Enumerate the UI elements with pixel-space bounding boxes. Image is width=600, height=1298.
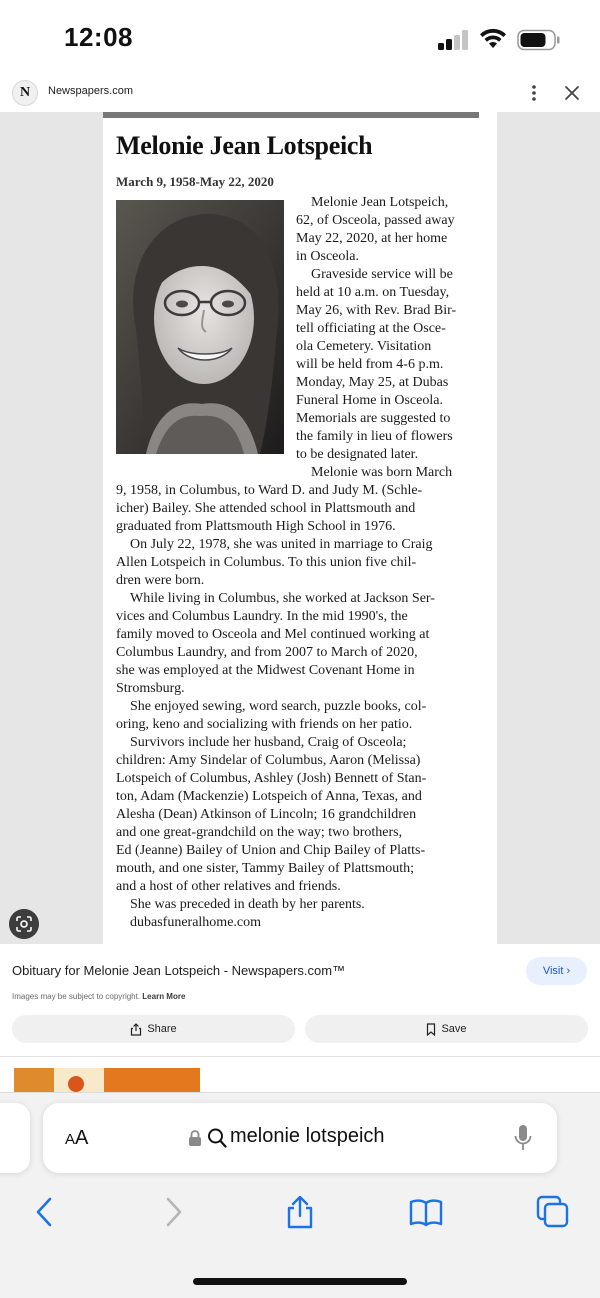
obituary-line: Survivors include her husband, Craig of Osceola;	[130, 735, 407, 750]
obituary-line: Ed (Jeanne) Bailey of Union and Chip Bailey of Platts-	[116, 843, 426, 858]
obituary-line: 9, 1958, in Columbus, to Ward D. and Judy M. (Schle-	[116, 483, 423, 498]
obituary-line: ton, Adam (Mackenzie) Lotspeich of Anna, Texas, and	[116, 789, 422, 804]
obituary-line: Alesha (Dean) Atkinson of Lincoln; 16 grandchildren	[116, 807, 417, 822]
visit-label: Visit	[542, 965, 564, 977]
related-thumbnail[interactable]	[14, 1068, 200, 1094]
obituary-line: oring, keno and socializing with friends on her patio.	[116, 717, 413, 732]
image-viewer[interactable]	[0, 112, 600, 944]
obituary-line: 62, of Osceola, passed away	[296, 213, 455, 228]
obituary-line: dubasfuneralhome.com	[130, 915, 262, 930]
address-bar-area	[0, 1092, 600, 1180]
obituary-dates: March 9, 1958-May 22, 2020	[116, 174, 274, 189]
share-label: Share	[147, 1023, 177, 1035]
save-button[interactable]	[305, 1015, 588, 1043]
obituary-title: Melonie Jean Lotspeich	[116, 131, 373, 160]
obituary-line: Melonie was born March	[311, 465, 453, 480]
close-icon[interactable]	[560, 80, 584, 106]
microphone-icon[interactable]	[512, 1123, 534, 1153]
result-title[interactable]: Obituary for Melonie Jean Lotspeich - Newspapers.com™	[12, 963, 346, 978]
lock-icon	[188, 1129, 202, 1147]
obituary-line: Funeral Home in Osceola.	[296, 393, 443, 408]
obituary-line: mouth, and one sister, Tammy Bailey of Plattsmouth;	[116, 861, 415, 876]
obituary-line: and a host of other relatives and friends.	[116, 879, 341, 894]
obituary-line: graduated from Plattsmouth High School in 1976.	[116, 519, 396, 534]
obituary-line: will be held from 4-6 p.m.	[296, 357, 444, 372]
copyright-note	[12, 992, 185, 1001]
source-name[interactable]: Newspapers.com	[48, 85, 133, 97]
obituary-line: she was employed at the Midwest Covenant Home in	[116, 663, 415, 678]
back-icon[interactable]	[26, 1194, 62, 1230]
obituary-line: to be designated later.	[296, 447, 419, 462]
kebab-icon[interactable]	[522, 80, 546, 106]
obituary-line: On July 22, 1978, she was united in marriage to Craig	[130, 537, 433, 552]
obituary-line: ola Cemetery. Visitation	[296, 339, 432, 354]
bottom-toolbar	[0, 1180, 600, 1298]
status-bar	[0, 0, 600, 76]
home-indicator	[193, 1278, 407, 1285]
obituary-line: Melonie Jean Lotspeich,	[311, 195, 449, 210]
bookmarks-icon[interactable]	[408, 1194, 444, 1230]
obituary-line: children: Amy Sindelar of Columbus, Aaron (Melissa)	[116, 753, 421, 768]
obituary-line: May 22, 2020, at her home	[296, 231, 448, 246]
obituary-line: May 26, with Rev. Brad Bir-	[296, 303, 457, 318]
divider	[0, 1056, 600, 1057]
bookmark-icon	[426, 1023, 436, 1036]
tabs-icon[interactable]	[535, 1194, 571, 1230]
copyright-text: Images may be subject to copyright.	[12, 992, 141, 1001]
obituary-line: Lotspeich of Columbus, Ashley (Josh) Bennett of Stan-	[116, 771, 427, 786]
obituary-line: dren were born.	[116, 573, 205, 588]
obituary-line: the family in lieu of flowers	[296, 429, 453, 444]
obituary-line: held at 10 a.m. on Tuesday,	[296, 285, 450, 300]
save-label: Save	[441, 1023, 467, 1035]
address-text[interactable]: melonie lotspeich	[230, 1125, 385, 1147]
search-icon	[207, 1127, 227, 1149]
battery-icon	[517, 29, 561, 51]
share-button[interactable]	[12, 1015, 295, 1043]
obituary-line: She enjoyed sewing, word search, puzzle books, col-	[130, 699, 427, 714]
obituary-line: Memorials are suggested to	[296, 411, 451, 426]
newspapers-logo: N	[12, 80, 38, 106]
share-toolbar-icon[interactable]	[282, 1194, 318, 1230]
share-icon	[130, 1023, 142, 1036]
obituary-line: Allen Lotspeich in Columbus. To this union five chil-	[116, 555, 417, 570]
visit-button[interactable]	[526, 957, 587, 985]
obituary-line: family moved to Osceola and Mel continued working at	[116, 627, 430, 642]
signal-icon	[438, 30, 470, 50]
obituary-line: Monday, May 25, at Dubas	[296, 375, 449, 390]
obituary-line: in Osceola.	[296, 249, 359, 264]
obituary-line: Stromsburg.	[116, 681, 185, 696]
obituary-line: tell officiating at the Osce-	[296, 321, 446, 336]
aa-large-letter: A	[75, 1127, 89, 1149]
obituary-line: Graveside service will be	[311, 267, 453, 282]
obituary-text	[116, 112, 480, 944]
status-time: 12:08	[64, 22, 133, 52]
chevron-right-icon: ›	[566, 965, 571, 977]
obituary-clipping	[103, 112, 497, 944]
source-header	[0, 76, 600, 112]
obituary-line: Columbus Laundry, and from 2007 to March of 2020,	[116, 645, 418, 660]
aa-small-letter: A	[65, 1131, 76, 1148]
aa-reader-button[interactable]	[65, 1127, 88, 1150]
learn-more-link[interactable]: Learn More	[142, 992, 186, 1001]
obituary-line: icher) Bailey. She attended school in Plattsmouth and	[116, 501, 416, 516]
forward-icon[interactable]	[156, 1194, 192, 1230]
previous-tab-card[interactable]	[0, 1103, 30, 1173]
result-details	[0, 944, 600, 1094]
obituary-line: While living in Columbus, she worked at Jackson Ser-	[130, 591, 435, 606]
obituary-line: and one great-grandchild on the way; two brothers,	[116, 825, 403, 840]
lens-icon[interactable]	[9, 909, 39, 939]
address-bar[interactable]	[43, 1103, 557, 1173]
obituary-line: She was preceded in death by her parents.	[130, 897, 365, 912]
wifi-icon	[479, 26, 507, 50]
obituary-line: vices and Columbus Laundry. In the mid 1990's, the	[116, 609, 408, 624]
